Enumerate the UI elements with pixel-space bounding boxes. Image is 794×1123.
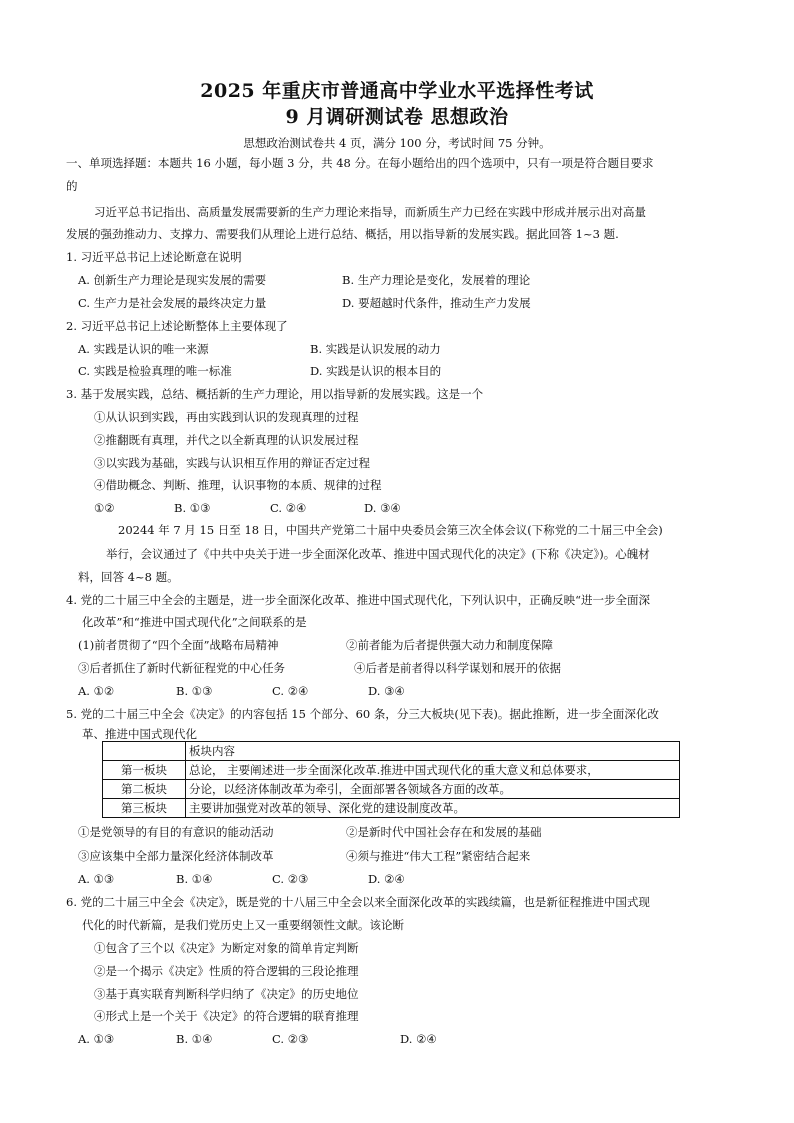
q6-option-d: D. ②④	[400, 1032, 437, 1046]
q6-item-2: ②是一个揭示《决定》性质的符合逻辑的三段论推理	[94, 964, 359, 978]
q4-option-a: A. ①②	[78, 684, 115, 698]
q4-item-1: (1)前者贯彻了“四个全面”战略布局精神	[78, 638, 279, 652]
q3-item-1: ①从认识到实践，再由实践到认识的发现真理的过程	[94, 410, 359, 424]
table-row	[103, 742, 680, 761]
table-cell: 分论，以经济体制改革为牵引，全面部署各领域各方面的改革。	[186, 780, 680, 799]
q5-item-3: ③应该集中全部力量深化经济体制改革	[78, 849, 274, 863]
q1-stem: 1. 习近平总书记上述论断意在说明	[66, 250, 242, 264]
q1-option-d: D. 要超越时代条件，推动生产力发展	[342, 296, 531, 310]
q2-option-a: A. 实践是认识的唯一来源	[78, 342, 209, 356]
q6-stem-line1: 6. 党的二十届三中全会《决定》，既是党的十八届三中全会以来全面深化改革的实践续篇，也是新征程推进中国式现	[66, 895, 650, 909]
q6-stem-line2: 代化的时代新篇，是我们党历史上又一重要纲领性文献。该论断	[82, 918, 404, 932]
q3-option-d: D. ③④	[364, 501, 401, 515]
q2-stem: 2. 习近平总书记上述论断整体上主要体现了	[66, 319, 288, 333]
q6-item-1: ①包含了三个以《决定》为断定对象的简单肯定判断	[94, 941, 359, 955]
exam-note: 思想政治测试卷共 4 页，满分 100 分，考试时间 75 分钟。	[243, 136, 551, 150]
q3-option-a: ①②	[94, 501, 115, 515]
q4-item-3: ③后者抓住了新时代新征程党的中心任务	[78, 661, 285, 675]
section-instruction-line1: 一、单项选择题：本题共 16 小题，每小题 3 分，共 48 分。在每小题给出的四个选项中，只有一项是符合题目要求	[66, 156, 654, 170]
q1-option-c: C. 生产力是社会发展的最终决定力量	[78, 296, 267, 310]
q3-item-2: ②推翻既有真理，并代之以全新真理的认识发展过程	[94, 433, 359, 447]
q5-option-d: D. ②④	[368, 872, 405, 886]
material2-line1: 20244 年 7 月 15 日至 18 日，中国共产党第二十届中央委员会第三次全体会议(下称党的二十届三中全会)	[118, 523, 663, 537]
q5-stem-line1: 5. 党的二十届三中全会《决定》的内容包括 15 个部分、60 条，分三大板块(见下表)。据此推断，进一步全面深化改	[66, 707, 659, 721]
q3-option-b: B. ①③	[174, 501, 211, 515]
q5-stem-line2: 革、推进中国式现代化	[82, 727, 197, 741]
q5-item-4: ④须与推进“伟大工程”紧密结合起来	[346, 849, 531, 863]
q6-item-3: ③基于真实联育判断科学归纳了《决定》的历史地位	[94, 987, 359, 1001]
q4-option-c: C. ②④	[272, 684, 309, 698]
q6-item-4: ④形式上是一个关于《决定》的符合逻辑的联育推理	[94, 1009, 359, 1023]
exam-title-line2: 9 月调研测试卷 思想政治	[285, 106, 509, 128]
q3-stem: 3. 基于发展实践，总结、概括新的生产力理论，用以指导新的发展实践。这是一个	[66, 387, 484, 401]
q5-item-2: ②是新时代中国社会存在和发展的基础	[346, 825, 542, 839]
q2-option-c: C. 实践是检验真理的唯一标准	[78, 364, 232, 378]
q5-option-a: A. ①③	[78, 872, 115, 886]
table-cell	[103, 742, 186, 761]
material1-line1: 习近平总书记指出、高质量发展需要新的生产力理论来指导，而新质生产力已经在实践中形成并展示出对高量	[94, 205, 646, 219]
table-row	[103, 780, 680, 799]
q5-option-b: B. ①④	[176, 872, 213, 886]
q4-item-4: ④后者是前者得以科学谋划和展开的依据	[354, 661, 561, 675]
table-cell: 总论， 主要阐述进一步全面深化改革.推进中国式现代化的重大意义和总体要求，	[186, 761, 680, 780]
q4-item-2: ②前者能为后者提供强大动力和制度保障	[346, 638, 553, 652]
q5-option-c: C. ②③	[272, 872, 309, 886]
q3-option-c: C. ②④	[270, 501, 307, 515]
q6-option-b: B. ①④	[176, 1032, 213, 1046]
table-cell: 第一板块	[103, 761, 186, 780]
q3-item-4: ④借助概念、判断、推理，认识事物的本质、规律的过程	[94, 478, 382, 492]
q4-option-b: B. ①③	[176, 684, 213, 698]
table-cell: 第二板块	[103, 780, 186, 799]
exam-title-line1: 2025 年重庆市普通高中学业水平选择性考试	[200, 80, 594, 102]
q6-option-a: A. ①③	[78, 1032, 115, 1046]
table-row	[103, 761, 680, 780]
table-header-cell: 板块内容	[186, 742, 680, 761]
material1-line2: 发展的强劲推动力、支撑力、需要我们从理论上进行总结、概括，用以指导新的发展实践。据此回答 1~3 题.	[66, 227, 619, 241]
q2-option-b: B. 实践是认识发展的动力	[310, 342, 441, 356]
q4-stem-line2: 化改革”和“推进中国式现代化”之间联系的是	[82, 615, 307, 629]
q3-item-3: ③以实践为基础，实践与认识相互作用的辩证否定过程	[94, 456, 370, 470]
q1-option-b: B. 生产力理论是变化，发展着的理论	[342, 273, 531, 287]
q1-option-a: A. 创新生产力理论是现实发展的需要	[78, 273, 267, 287]
table-cell: 主要讲加强党对改革的领导、深化党的建设制度改革。	[186, 799, 680, 818]
q2-option-d: D. 实践是认识的根本目的	[310, 364, 442, 378]
q4-stem-line1: 4. 党的二十届三中全会的主题是，进一步全面深化改革、推进中国式现代化，下列认识中，正确反映“进一步全面深	[66, 593, 651, 607]
q4-option-d: D. ③④	[368, 684, 405, 698]
section-instruction-line2: 的	[66, 179, 78, 193]
material2-line2: 举行，会议通过了《中共中央关于进一步全面深化改革、推进中国式现代化的决定》(下称《决定》)。心魄材	[106, 547, 650, 561]
table-row	[103, 799, 680, 818]
q5-item-1: ①是党领导的有目的有意识的能动活动	[78, 825, 274, 839]
table-cell: 第三板块	[103, 799, 186, 818]
q6-option-c: C. ②③	[272, 1032, 309, 1046]
material2-line3: 料，回答 4~8 题。	[78, 570, 179, 584]
q5-block-table	[102, 741, 680, 818]
